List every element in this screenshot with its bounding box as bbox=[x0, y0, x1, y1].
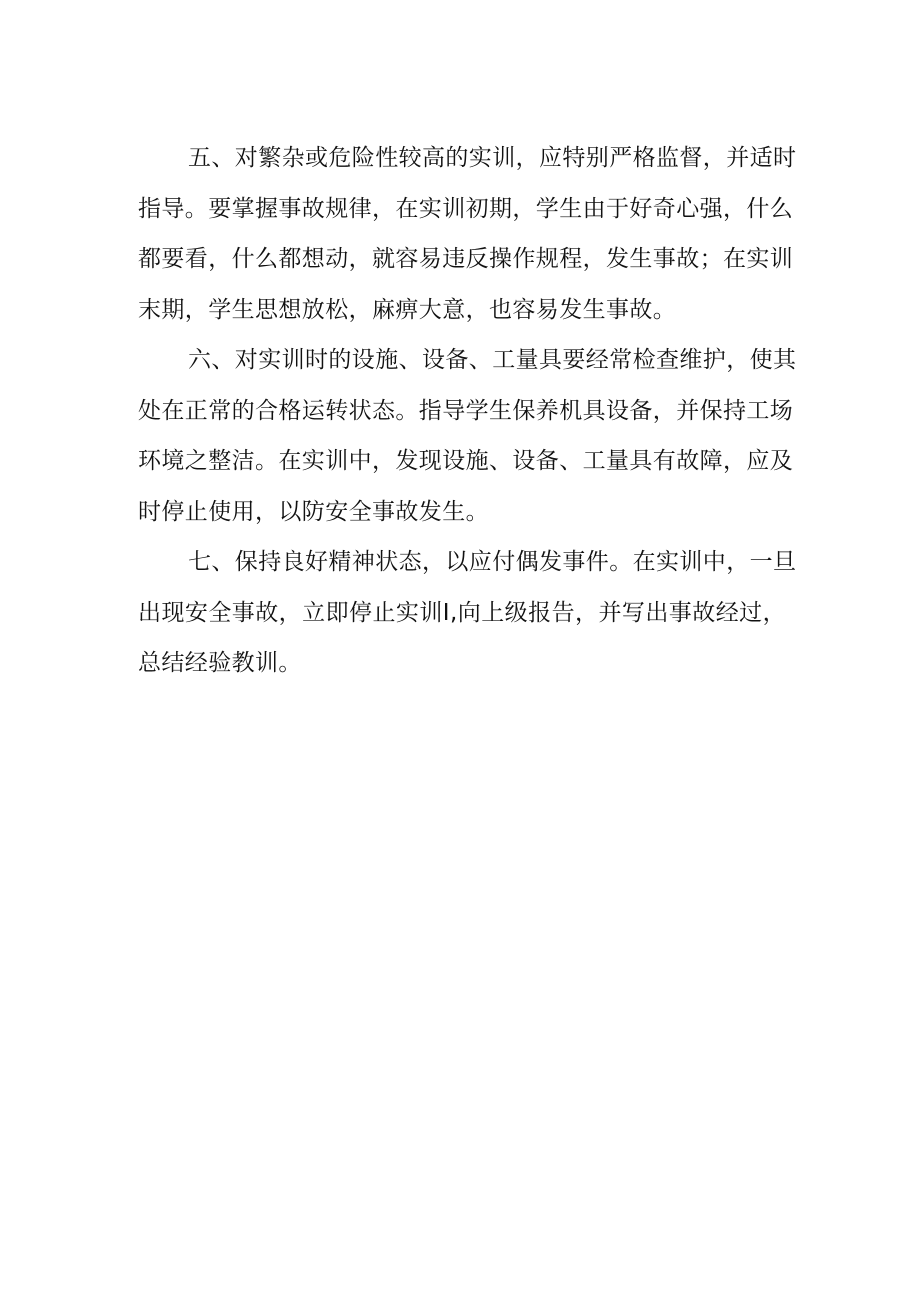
paragraph-six bbox=[138, 335, 797, 537]
paragraph-seven bbox=[138, 537, 797, 689]
paragraph-six-line-3: 环境之整洁。在实训中，发现设施、设备、工量具有故障，应及 bbox=[138, 448, 794, 474]
paragraph-seven-line-1: 七、保持良好精神状态，以应付偶发事件。在实训中，一旦 bbox=[188, 549, 797, 575]
document-body bbox=[138, 133, 797, 689]
paragraph-five-line-2: 指导。要掌握事故规律，在实训初期，学生由于好奇心强，什么 bbox=[138, 195, 794, 222]
paragraph-seven-line-3: 总结经验教训。 bbox=[138, 650, 302, 676]
paragraph-five-line-1: 五、对繁杂或危险性较高的实训，应特别严格监督，并适时 bbox=[188, 145, 797, 171]
paragraph-five-line-3: 都要看，什么都想动，就容易违反操作规程，发生事故；在实训 bbox=[138, 246, 794, 272]
paragraph-five-line-4: 末期，学生思想放松，麻痹大意，也容易发生事故。 bbox=[138, 296, 677, 323]
paragraph-six-line-2: 处在正常的合格运转状态。指导学生保养机具设备，并保持工场 bbox=[138, 397, 794, 424]
paragraph-six-line-1: 六、对实训时的设施、设备、工量具要经常检查维护，使其 bbox=[188, 347, 797, 373]
paragraph-five bbox=[138, 133, 797, 335]
paragraph-seven-line-2: 出现安全事故，立即停止实训Ⅰ,向上级报告，并写出事故经过， bbox=[138, 599, 786, 626]
paragraph-six-line-4: 时停止使用，以防安全事故发生。 bbox=[138, 498, 489, 525]
